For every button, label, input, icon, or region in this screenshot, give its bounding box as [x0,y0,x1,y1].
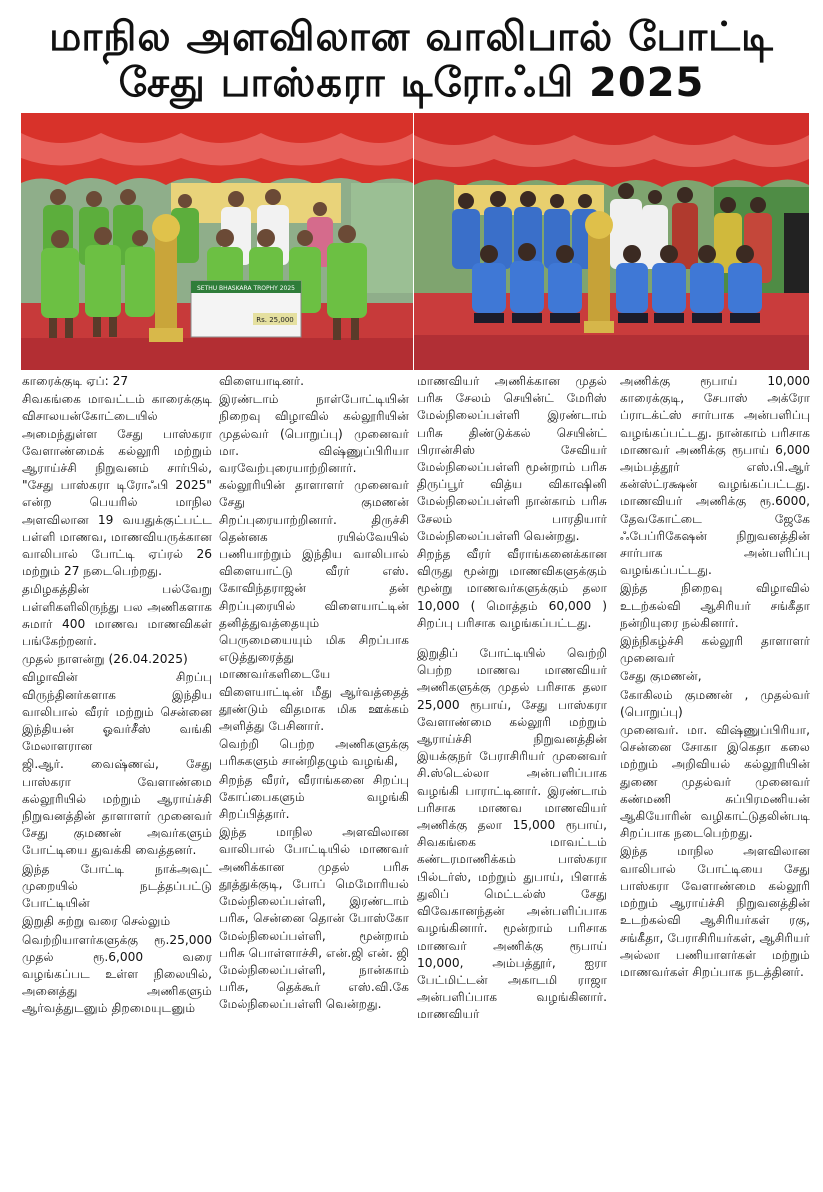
paragraph: மாணவியர் அணிக்கான முதல் பரிசு சேலம் செயின்ட் மேரிஸ் மேல்நிலைப்பள்ளி இரண்டாம் பரிசு திண்டுக்கல் செயின்ட் பிரான்சிஸ் சேவியர் மேல்நிலைப்பள்ளி மூன்றாம் பரிசு திருப்பூர் வித்ய விகாஷினி மேல்நிலைப்பள்ளி நான்காம் பரிசு சேலம் பாரதியார் மேல்நிலைப்பள்ளி வென்றது. [417,374,607,543]
paragraph: விளையாடினர். [219,374,304,388]
paragraph: இந்நிகழ்ச்சி கல்லூரி தாளாளர் முனைவர் [620,634,810,666]
cheque-amount-text: Rs. 25,000 [256,316,294,324]
paragraph: இறுதி சுற்று வரை செல்லும் [22,914,171,929]
paragraph: வெற்றி பெற்ற அணிகளுக்கு பரிசுகளும் சான்றிதழும் வழங்கி, [219,737,409,769]
article-column-2 [219,373,409,1015]
paragraph: சிறந்த வீரர், வீராங்கனை சிறப்பு கோப்பைகளும் வழங்கி சிறப்பித்தார். [219,772,409,822]
article-column-3 [417,373,607,1025]
paragraph: இந்த நிறைவு விழாவில் உடற்கல்வி ஆசிரியர் சங்கீதா நன்றியுரை நல்கினார். [620,581,810,630]
photo-boys-team [21,113,413,370]
paragraph: முதல் நாளன்று (26.04.2025) [22,652,188,667]
paragraph: முனைவர். மா. விஷ்ணுப்பிரியா, சென்னை சோகா இகெதா கலை மற்றும் அறிவியல் கல்லூரியின் துணை முதல்வர் முனைவர் கண்மணி சுப்பிரமணியன் ஆகியோரின் வழிகாட்டுதலின்படி சிறப்பாக நடைபெற்றது. [620,723,810,841]
article-column-1 [22,373,212,1019]
paragraph: தமிழகத்தின் பல்வேறு பள்ளிகளிலிருந்து பல அணிகளாக சுமார் 400 மாணவ மாணவிகள் பங்கேற்றனர். [22,582,212,649]
paragraph: சிவகங்கை மாவட்டம் காரைக்குடி விசாலயன்கோட்டையில் அமைந்துள்ள சேது பாஸ்கரா வேளாண்மைக் கல்லூரி மற்றும் ஆராய்ச்சி நிறுவனம் சார்பில், "சேது பாஸ்கரா டிரோஃபி 2025" என்ற பெயரில் மாநில அளவிலான 19 வயதுக்குட்பட்ட பள்ளி மாணவ, மாணவியருக்கான வாலிபால் போட்டி ஏப்ரல் 26 மற்றும் 27 நடைபெற்றது. [22,392,212,579]
paragraph: இறுதிப் போட்டியில் வெற்றி பெற்ற மாணவ மாணவியர் அணிகளுக்கு முதல் பரிசாக தலா 25,000 ரூபாய், சேது பாஸ்கரா வேளாண்மை கல்லூரி மற்றும் ஆராய்ச்சி நிறுவனத்தின் இயக்குநர் பேராசிரியர் முனைவர் சி.ஸ்டெல்லா அன்பளிப்பாக வழங்கி பாராட்டினார். இரண்டாம் பரிசாக மாணவ மாணவியர் அணிக்கு தலா 15,000 ரூபாய், சிவகங்கை மாவட்டம் கண்டரமாணிக்கம் பாஸ்கரா பில்டர்ஸ், மற்றும் துபாய், பிளாக் துலிப் மெட்டல்ஸ் சேது விவேகானந்தன் அன்பளிப்பாக வழங்கினார். மூன்றாம் பரிசாக மாணவர் அணிக்கு ரூபாய் 10,000, அம்பத்தூர், ஐரா பேட்மிட்டன் அகாடமி ராஜா அன்பளிப்பாக வழங்கினார். மாணவியர் [417,646,607,1022]
photo-girls-team [414,113,809,370]
article-column-4 [620,373,810,982]
paragraph: இந்த மாநில அளவிலான வாலிபால் போட்டியை சேது பாஸ்கரா வேளாண்மை கல்லூரி மற்றும் ஆராய்ச்சி நிறுவனத்தின் உடற்கல்வி ஆசிரியர்கள் ரகு, சங்கீதா, பேராசிரியர்கள், ஆசிரியர் அல்லா பணியாளர்கள் மற்றும் மாணவர்கள் சிறப்பாக நடத்தினர். [620,844,810,979]
paragraph: ஜி.ஆர். வைஷ்ணவ், சேது பாஸ்கரா வேளாண்மை கல்லூரியில் மற்றும் ஆராய்ச்சி நிறுவனத்தின் தாளாளர் முனைவர் சேது குமணன் அவர்களும் போட்டியை துவக்கி வைத்தனர். [22,757,212,858]
paragraph: இரண்டாம் நாள்போட்டியின் நிறைவு விழாவில் கல்லூரியின் முதல்வர் (பொறுப்பு) முனைவர் மா. விஷ்ணுப்பிரியா வரவேற்புரையாற்றினார். கல்லூரியின் தாளாளர் முனைவர் சேது குமணன் சிறப்புரையாற்றினார். திருச்சி தென்னக ரயில்வேயில் பணியாற்றும் இந்திய வாலிபால் விளையாட்டு வீரர் எஸ். கோவிந்தராஜன் தன் சிறப்புரையில் விளையாட்டின் தனித்துவத்தையும் பெருமையையும் மிக சிறப்பாக எடுத்துரைத்து மாணவர்களிடையே விளையாட்டின் மீது ஆர்வத்தைத் தூண்டும் விதமாக மிக ஊக்கம் அளித்து பேசினார். [219,392,409,734]
headline-line-1: மாநில அளவிலான வாலிபால் போட்டி [49,14,774,60]
paragraph: அணிக்கு ரூபாய் 10,000 காரைக்குடி, சேபாஸ் அக்ரோ ப்ராடக்ட்ஸ் சார்பாக அன்பளிப்பு வழங்கப்பட்டது. நான்காம் பரிசாக மாணவர் அணிக்கு ரூபாய் 6,000 அம்பத்தூர் எஸ்.பி.ஆர் கன்ஸ்ட்ரக்ஷன் வழங்கப்பட்டது. மாணவியர் அணிக்கு ரூ.6000, தேவகோட்டை ஜேகே ஃபேப்ரிகேஷன் நிறுவனத்தின் சார்பாக அன்பளிப்பு வழங்கப்பட்டது. [620,374,810,578]
paragraph: சேது குமணன், [620,669,702,684]
paragraph: சிறந்த வீரர் வீராங்கனைக்கான விருது மூன்று மாணவிகளுக்கும் மூன்று மாணவர்களுக்கும் தலா 10,000 ( மொத்தம் 60,000 ) சிறப்பு பரிசாக வழங்கப்பட்டது. [417,547,607,630]
cheque-banner-text: SETHU BHASKARA TROPHY 2025 [196,285,296,292]
paragraph: கோகிலம் குமணன் , முதல்வர் (பொறுப்பு) [620,687,810,719]
paragraph: இந்த போட்டி நாக்அவுட் முறையில் நடத்தப்பட்டு போட்டியின் [22,861,212,911]
paragraph: விழாவின் சிறப்பு விருந்தினர்களாக இந்திய வாலிபால் வீரர் மற்றும் சென்னை இந்தியன் ஓவர்சீஸ் வங்கி மேலாளரான [22,670,212,754]
paragraph: இந்த மாநில அளவிலான வாலிபால் போட்டியில் மாணவர் அணிக்கான முதல் பரிசு தூத்துக்குடி, போப் மெமோரியல் மேல்நிலைப்பள்ளி, இரண்டாம் பரிசு, சென்னை தொன் போஸ்கோ மேல்நிலைப்பள்ளி, மூன்றாம் பரிசு பொள்ளாச்சி, என்.ஜி என். ஜி மேல்நிலைப்பள்ளி, நான்காம் பரிசு, தெக்கூர் எஸ்.வி.கே மேல்நிலைப்பள்ளி வென்றது. [219,825,409,1012]
headline-line-2: சேது பாஸ்கரா டிரோஃபி 2025 [118,60,705,106]
dateline: காரைக்குடி ஏப்: 27 [22,374,129,388]
paragraph: வெற்றியாளர்களுக்கு ரூ.25,000 முதல் ரூ.6,000 வரை வழங்கப்பட உள்ள நிலையில், அனைத்து அணிகளும் ஆர்வத்துடனும் திறமையுடனும் [22,932,212,1016]
